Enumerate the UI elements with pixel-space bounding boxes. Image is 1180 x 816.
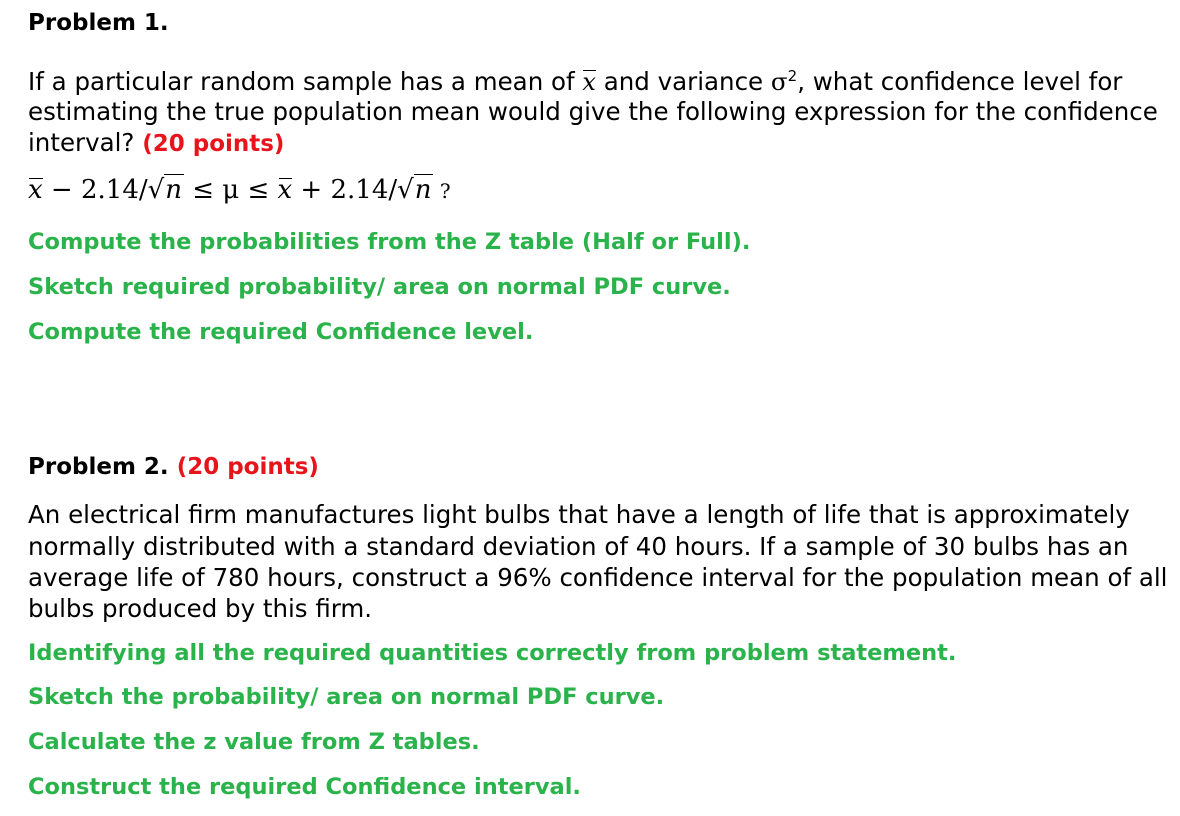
problem1-title: Problem 1. <box>28 10 169 36</box>
formula-xbar-left: x <box>28 175 43 205</box>
problem1-text-part3: , what confidence level for <box>797 67 1123 97</box>
problem2-task-2: Sketch the probability/ area on normal PDF curve. <box>28 684 665 710</box>
problem1-statement-line2: estimating the true population mean would give the following expression for the confidence <box>28 97 1158 126</box>
formula-plus-term: + 2.14/ <box>292 175 398 205</box>
problem1-text-part1: If a particular random sample has a mean of <box>28 67 583 97</box>
formula-n-right: n <box>414 175 432 205</box>
problem2-statement-line2: normally distributed with a standard deviation of 40 hours. If a sample of 30 bulbs has an <box>28 532 1129 561</box>
problem2-title <box>28 454 319 480</box>
problem1-task-2: Sketch required probability/ area on normal PDF curve. <box>28 274 731 300</box>
problem2-task-3: Calculate the z value from Z tables. <box>28 729 480 755</box>
formula-middle: ≤ μ ≤ <box>183 175 278 205</box>
problem2-points: (20 points) <box>176 454 319 480</box>
problem1-task-1: Compute the probabilities from the Z table (Half or Full). <box>28 229 751 255</box>
formula-minus-term: − 2.14/ <box>42 175 148 205</box>
problem2-statement-line3: average life of 780 hours, construct a 96% confidence interval for the population mean of all <box>28 563 1168 592</box>
problem1-statement-line3 <box>28 127 284 160</box>
problem2-title-text: Problem 2. <box>28 454 169 480</box>
problem1-task-3: Compute the required Confidence level. <box>28 319 534 345</box>
formula-end: ? <box>433 179 451 203</box>
problem2-statement-line4: bulbs produced by this firm. <box>28 594 373 623</box>
sqrt-icon: √ <box>397 175 414 205</box>
problem1-points: (20 points) <box>142 131 285 157</box>
formula-n-left: n <box>165 175 182 205</box>
xbar-symbol: x <box>582 68 596 97</box>
problem1-line3-text: interval? <box>28 128 143 157</box>
formula-xbar-right: x <box>277 175 293 205</box>
problem1-statement-line1 <box>28 61 1122 98</box>
problem2-task-4: Construct the required Confidence interval. <box>28 774 581 800</box>
sqrt-icon: √ <box>147 175 165 205</box>
variance-exponent: 2 <box>787 67 798 85</box>
problem2-task-1: Identifying all the required quantities correctly from problem statement. <box>28 640 957 666</box>
problem1-text-part2: and variance <box>595 67 771 97</box>
variance-symbol: σ <box>770 67 788 97</box>
problem2-statement-line1: An electrical firm manufactures light bulbs that have a length of life that is approximately <box>28 500 1130 529</box>
confidence-interval-formula <box>28 174 451 205</box>
